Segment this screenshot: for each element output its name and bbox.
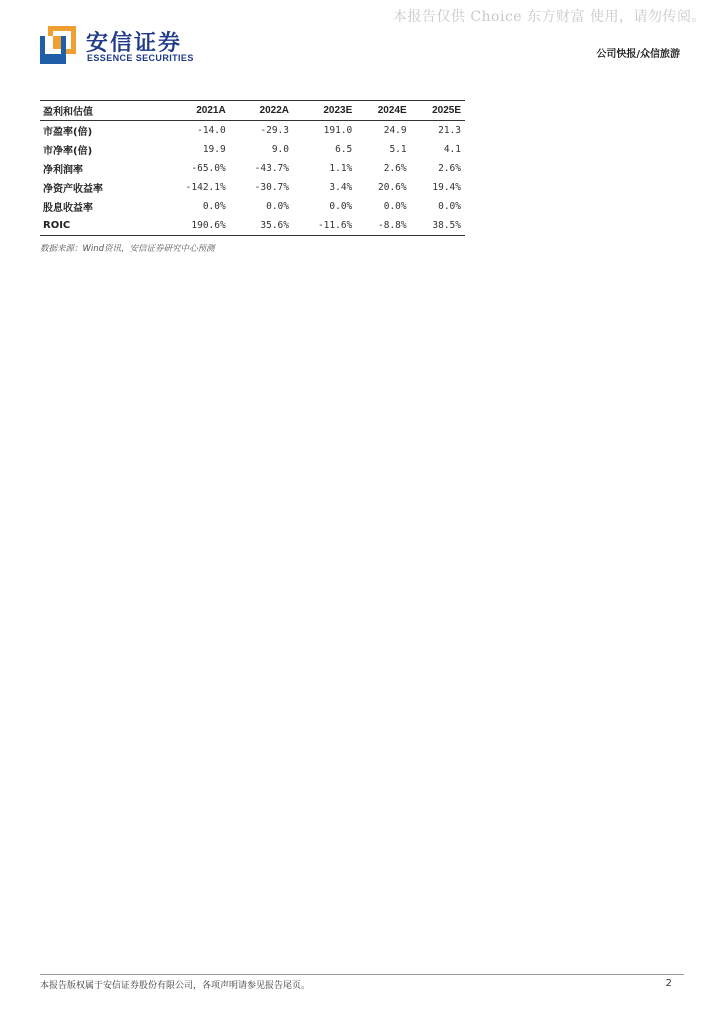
logo-english-name: ESSENCE SECURITIES	[87, 53, 194, 63]
table-header-cell: 2021A	[196, 105, 226, 116]
table-cell: -65.0%	[191, 163, 226, 174]
table-cell: 190.6%	[191, 220, 226, 231]
table-cell: 0.0%	[383, 201, 407, 212]
table-cell: 6.5	[335, 144, 353, 155]
table-row	[40, 140, 465, 159]
table-row	[40, 159, 465, 178]
row-label: 市盈率(倍)	[43, 127, 93, 138]
table-cell: 19.4%	[432, 182, 461, 193]
table-cell: -29.3	[260, 125, 289, 136]
watermark-text: 本报告仅供 Choice 东方财富 使用，请勿传阅。	[392, 9, 706, 25]
table-cell: 24.9	[383, 125, 407, 136]
footer-disclaimer: 本报告版权属于安信证券股份有限公司，各项声明请参见报告尾页。	[40, 981, 311, 991]
table-row	[40, 197, 465, 216]
table-cell: 191.0	[323, 125, 353, 136]
footer-divider	[40, 974, 684, 975]
table-cell: 0.0%	[329, 201, 353, 212]
valuation-table	[40, 100, 465, 236]
table-cell: 38.5%	[432, 220, 461, 231]
row-label: 股息收益率	[43, 203, 93, 214]
table-cell: 21.3	[438, 125, 461, 136]
table-row	[40, 121, 465, 141]
table-cell: 2.6%	[438, 163, 461, 174]
company-logo	[40, 26, 240, 66]
table-cell: -142.1%	[185, 182, 226, 193]
row-label: 净资产收益率	[43, 184, 103, 195]
table-header-cell: 2023E	[323, 105, 353, 116]
row-label: 净利润率	[43, 165, 83, 176]
table-cell: 1.1%	[329, 163, 353, 174]
table-cell: -8.8%	[378, 220, 407, 231]
table-cell: -14.0	[197, 125, 226, 136]
table-cell: 3.4%	[329, 182, 353, 193]
table-cell: 0.0%	[202, 201, 226, 212]
table-cell: -11.6%	[317, 220, 353, 231]
table-header-cell: 2025E	[432, 105, 461, 116]
row-label: ROIC	[43, 220, 71, 231]
valuation-table-container	[40, 100, 465, 236]
table-row	[40, 216, 465, 236]
page-number: 2	[665, 978, 672, 989]
data-source-note: 数据来源：Wind资讯，安信证券研究中心预测	[40, 244, 215, 254]
logo-chinese-name: 安信证券	[86, 31, 183, 56]
table-header-cell: 2022A	[259, 105, 289, 116]
table-header-cell: 2024E	[377, 105, 407, 116]
table-row	[40, 178, 465, 197]
logo-mark-icon	[40, 26, 76, 64]
row-label: 市净率(倍)	[43, 146, 93, 157]
table-cell: -30.7%	[254, 182, 289, 193]
table-cell: 35.6%	[260, 220, 289, 231]
table-cell: 4.1	[443, 144, 461, 155]
table-cell: 20.6%	[378, 182, 407, 193]
table-cell: -43.7%	[254, 163, 289, 174]
document-type-label: 公司快报/众信旅游	[596, 49, 680, 60]
table-cell: 5.1	[389, 144, 407, 155]
table-cell: 9.0	[271, 144, 289, 155]
table-header-row	[40, 101, 465, 121]
table-cell: 19.9	[202, 144, 226, 155]
table-header-cell: 盈利和估值	[43, 107, 93, 118]
table-cell: 0.0%	[266, 201, 289, 212]
table-cell: 0.0%	[438, 201, 461, 212]
table-cell: 2.6%	[383, 163, 407, 174]
